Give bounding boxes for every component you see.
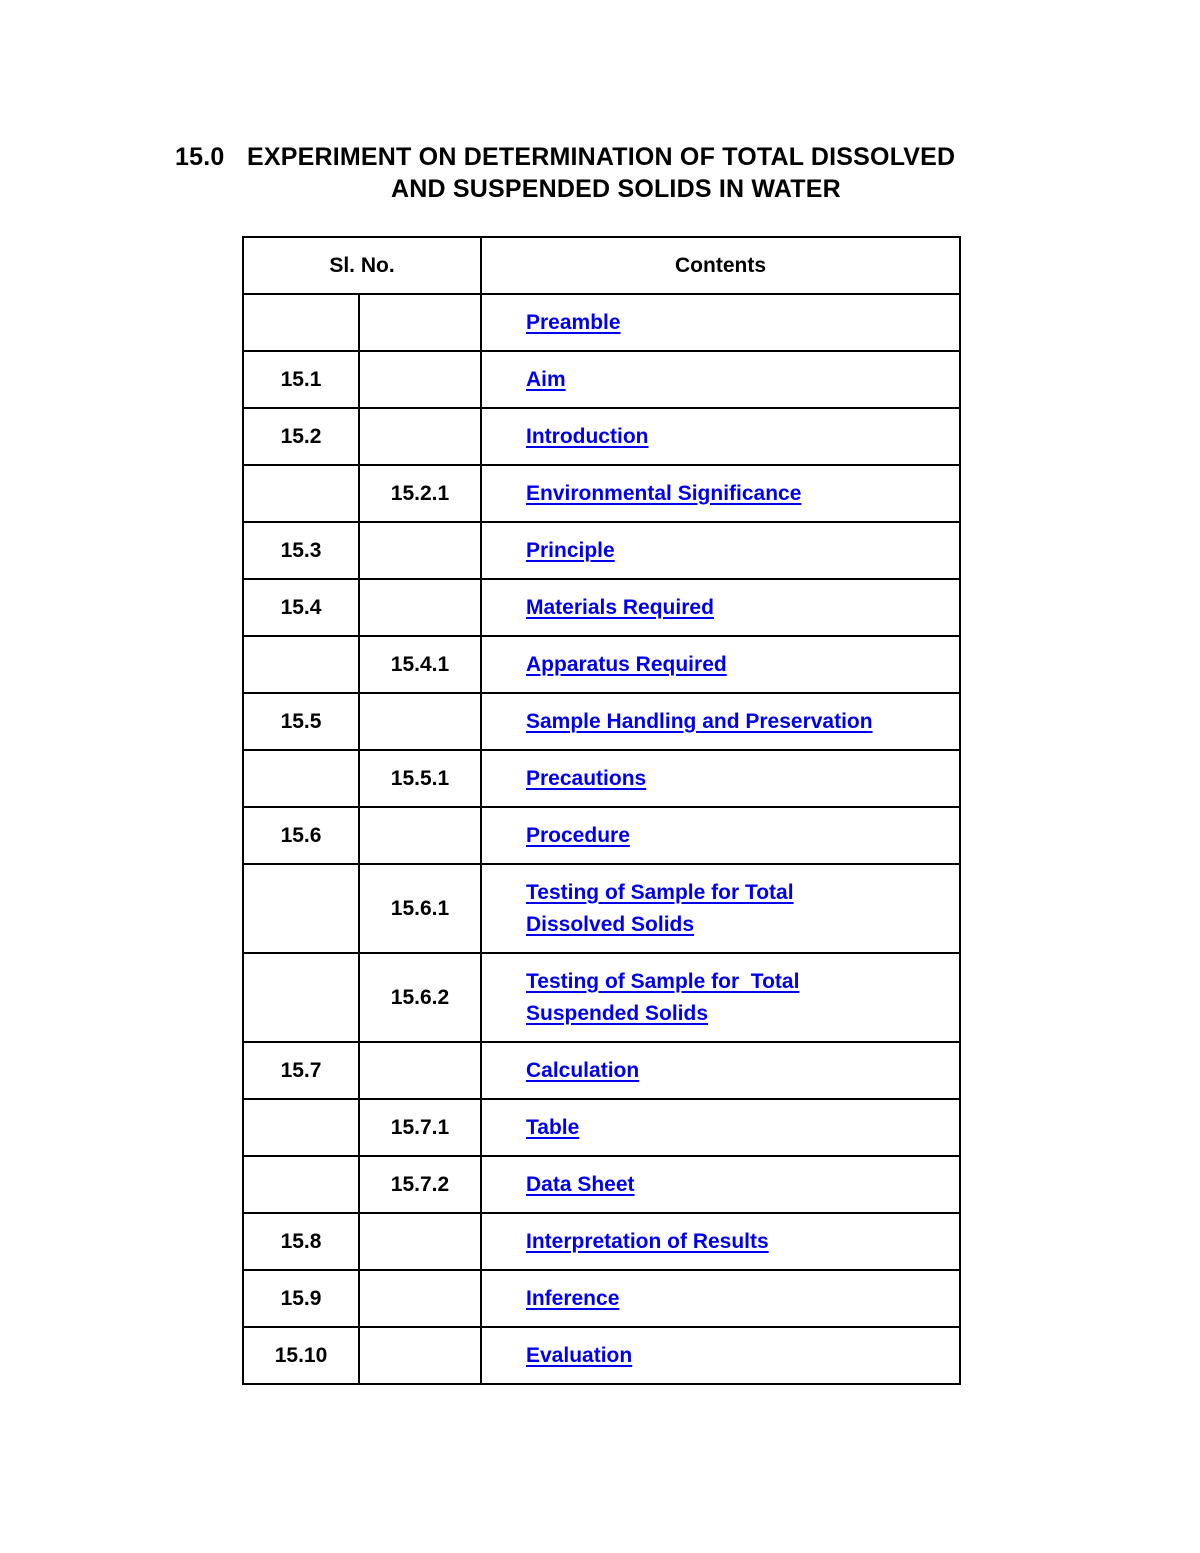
subsection-number-cell [359, 807, 481, 864]
contents-link-text: Materials Required [526, 595, 714, 619]
contents-link-text: Procedure [526, 823, 630, 847]
contents-link-text: Apparatus Required [526, 652, 727, 676]
section-number-cell [243, 1099, 359, 1156]
section-number-cell [243, 953, 359, 1042]
contents-link-text: Interpretation of Results [526, 1229, 769, 1253]
subsection-number-cell [359, 351, 481, 408]
table-row [243, 579, 960, 636]
contents-cell [481, 953, 960, 1042]
section-number-cell: 15.2 [243, 408, 359, 465]
contents-link-text: Table [526, 1115, 580, 1139]
contents-cell [481, 1099, 960, 1156]
contents-link[interactable] [526, 1059, 639, 1082]
subsection-number-cell [359, 1042, 481, 1099]
contents-link-text: Precautions [526, 766, 647, 790]
contents-cell [481, 693, 960, 750]
table-row [243, 1270, 960, 1327]
subsection-number-cell [359, 408, 481, 465]
contents-cell [481, 1327, 960, 1384]
section-number-cell: 15.6 [243, 807, 359, 864]
subsection-number-cell: 15.6.2 [359, 953, 481, 1042]
section-number-cell [243, 465, 359, 522]
contents-link[interactable] [526, 596, 714, 619]
table-row [243, 636, 960, 693]
page-title [175, 141, 1035, 205]
table-row [243, 408, 960, 465]
contents-cell [481, 351, 960, 408]
contents-cell [481, 1156, 960, 1213]
contents-link[interactable] [526, 767, 646, 790]
contents-link-text: Preamble [526, 310, 621, 334]
subsection-number-cell: 15.4.1 [359, 636, 481, 693]
contents-link[interactable] [526, 368, 566, 391]
contents-link[interactable] [526, 824, 630, 847]
contents-cell [481, 864, 960, 953]
contents-cell [481, 408, 960, 465]
page-title-line-1 [175, 141, 1035, 173]
contents-cell [481, 579, 960, 636]
title-text-1: EXPERIMENT ON DETERMINATION OF TOTAL DISSOLVED [247, 143, 956, 171]
contents-cell [481, 807, 960, 864]
table-row [243, 1042, 960, 1099]
contents-link-text: Principle [526, 538, 615, 562]
contents-cell [481, 1270, 960, 1327]
table-row [243, 1327, 960, 1384]
subsection-number-cell [359, 294, 481, 351]
section-number-cell: 15.4 [243, 579, 359, 636]
section-number-cell: 15.9 [243, 1270, 359, 1327]
table-row [243, 465, 960, 522]
contents-cell [481, 465, 960, 522]
subsection-number-cell: 15.5.1 [359, 750, 481, 807]
contents-table-body [243, 237, 960, 1384]
subsection-number-cell [359, 693, 481, 750]
contents-link-text: Aim [526, 367, 566, 391]
table-header-row [243, 237, 960, 294]
section-number: 15.0 [175, 143, 225, 171]
contents-link-text: Testing of Sample for Total [526, 969, 800, 993]
contents-link[interactable] [526, 1344, 632, 1367]
contents-table [242, 236, 961, 1385]
contents-cell [481, 636, 960, 693]
table-row [243, 1099, 960, 1156]
contents-link[interactable] [526, 970, 799, 1025]
section-number-cell: 15.10 [243, 1327, 359, 1384]
contents-link-text: Suspended Solids [526, 1001, 709, 1025]
table-row [243, 693, 960, 750]
contents-link[interactable] [526, 710, 873, 733]
header-contents: Contents [481, 237, 960, 294]
subsection-number-cell [359, 579, 481, 636]
contents-cell [481, 294, 960, 351]
contents-link-text: Sample Handling and Preservation [526, 709, 873, 733]
contents-cell [481, 1213, 960, 1270]
contents-link[interactable] [526, 425, 648, 448]
section-number-cell [243, 1156, 359, 1213]
subsection-number-cell: 15.7.1 [359, 1099, 481, 1156]
contents-link[interactable] [526, 653, 727, 676]
subsection-number-cell: 15.6.1 [359, 864, 481, 953]
section-number-cell [243, 636, 359, 693]
contents-link-text: Calculation [526, 1058, 640, 1082]
contents-link[interactable] [526, 881, 794, 936]
contents-link[interactable] [526, 1173, 635, 1196]
section-number-cell: 15.1 [243, 351, 359, 408]
subsection-number-cell [359, 1327, 481, 1384]
table-row [243, 351, 960, 408]
section-number-cell: 15.8 [243, 1213, 359, 1270]
contents-cell [481, 750, 960, 807]
contents-link[interactable] [526, 482, 801, 505]
section-number-cell: 15.5 [243, 693, 359, 750]
contents-link-text: Testing of Sample for Total [526, 880, 794, 904]
contents-cell [481, 1042, 960, 1099]
section-number-cell: 15.3 [243, 522, 359, 579]
contents-link-text: Data Sheet [526, 1172, 635, 1196]
section-number-cell [243, 750, 359, 807]
header-sl-no: Sl. No. [243, 237, 481, 294]
subsection-number-cell [359, 522, 481, 579]
section-number-cell: 15.7 [243, 1042, 359, 1099]
table-row [243, 522, 960, 579]
contents-link-text: Environmental Significance [526, 481, 802, 505]
subsection-number-cell: 15.7.2 [359, 1156, 481, 1213]
subsection-number-cell [359, 1270, 481, 1327]
section-number-cell [243, 294, 359, 351]
table-row [243, 294, 960, 351]
contents-link[interactable] [526, 1230, 769, 1253]
table-row [243, 953, 960, 1042]
page-title-line-2: AND SUSPENDED SOLIDS IN WATER [391, 175, 841, 203]
contents-cell [481, 522, 960, 579]
contents-link[interactable] [526, 539, 615, 562]
table-row [243, 864, 960, 953]
table-row [243, 807, 960, 864]
contents-link-text: Inference [526, 1286, 620, 1310]
subsection-number-cell [359, 1213, 481, 1270]
contents-link[interactable] [526, 311, 621, 334]
contents-link-text: Introduction [526, 424, 649, 448]
contents-link-text: Dissolved Solids [526, 912, 695, 936]
table-row [243, 1213, 960, 1270]
contents-link[interactable] [526, 1287, 619, 1310]
contents-link-text: Evaluation [526, 1343, 633, 1367]
section-number-cell [243, 864, 359, 953]
subsection-number-cell: 15.2.1 [359, 465, 481, 522]
contents-link[interactable] [526, 1116, 579, 1139]
table-row [243, 750, 960, 807]
table-row [243, 1156, 960, 1213]
